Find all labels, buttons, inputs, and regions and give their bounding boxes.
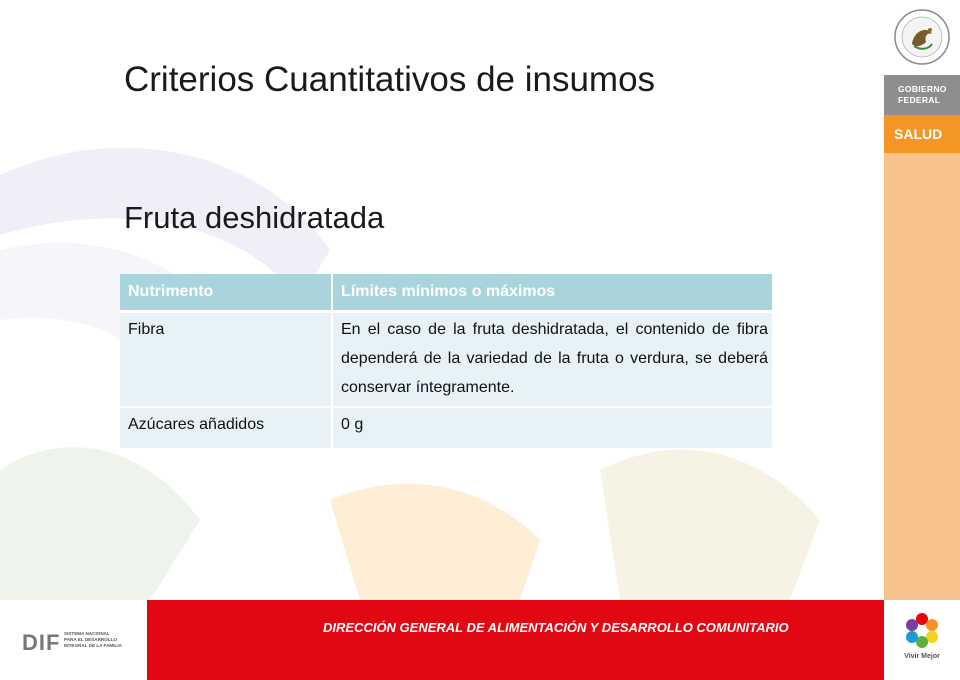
footer-band (147, 600, 884, 680)
column-header-nutrient: Nutrimento (120, 274, 332, 312)
vivir-mejor-flower-icon (884, 600, 960, 652)
gov-label-line2: FEDERAL (898, 95, 941, 105)
footer-text: DIRECCIÓN GENERAL DE ALIMENTACIÓN Y DESARROLLO COMUNITARIO (323, 620, 789, 635)
table-header-row (120, 274, 772, 312)
table-row (120, 407, 772, 448)
nutrient-cell: Azúcares añadidos (120, 407, 332, 448)
slide-title: Criterios Cuantitativos de insumos (124, 60, 656, 99)
salud-band: SALUD (884, 115, 960, 153)
dif-caption (64, 631, 122, 649)
nutrient-cell: Fibra (120, 312, 332, 408)
dif-caption-line: INTEGRAL DE LA FAMILIA (64, 643, 122, 648)
sidebar-peach-strip (884, 153, 960, 600)
nutrient-table (120, 274, 772, 448)
table-row (120, 312, 772, 408)
limit-cell: En el caso de la fruta deshidratada, el contenido de fibra dependerá de la variedad de la fruta o verdura, se deberá conservar íntegramente. (332, 312, 772, 408)
column-header-limits: Límites mínimos o máximos (332, 274, 772, 312)
eagle-seal-icon (884, 0, 960, 75)
gov-label-line1: GOBIERNO (898, 84, 947, 94)
limit-cell: 0 g (332, 407, 772, 448)
dif-caption-line: PARA EL DESARROLLO (64, 637, 118, 642)
slide-subtitle: Fruta deshidratada (124, 200, 385, 235)
gobierno-federal-band (884, 75, 960, 115)
dif-caption-line: SISTEMA NACIONAL (64, 631, 110, 636)
vivir-mejor-label: Vivir Mejor (904, 653, 940, 660)
dif-mark: DIF (22, 630, 61, 655)
dif-logo (22, 626, 144, 658)
vivir-mejor-logo (884, 600, 960, 680)
national-seal-logo (884, 0, 960, 75)
branding-sidebar (884, 0, 960, 680)
